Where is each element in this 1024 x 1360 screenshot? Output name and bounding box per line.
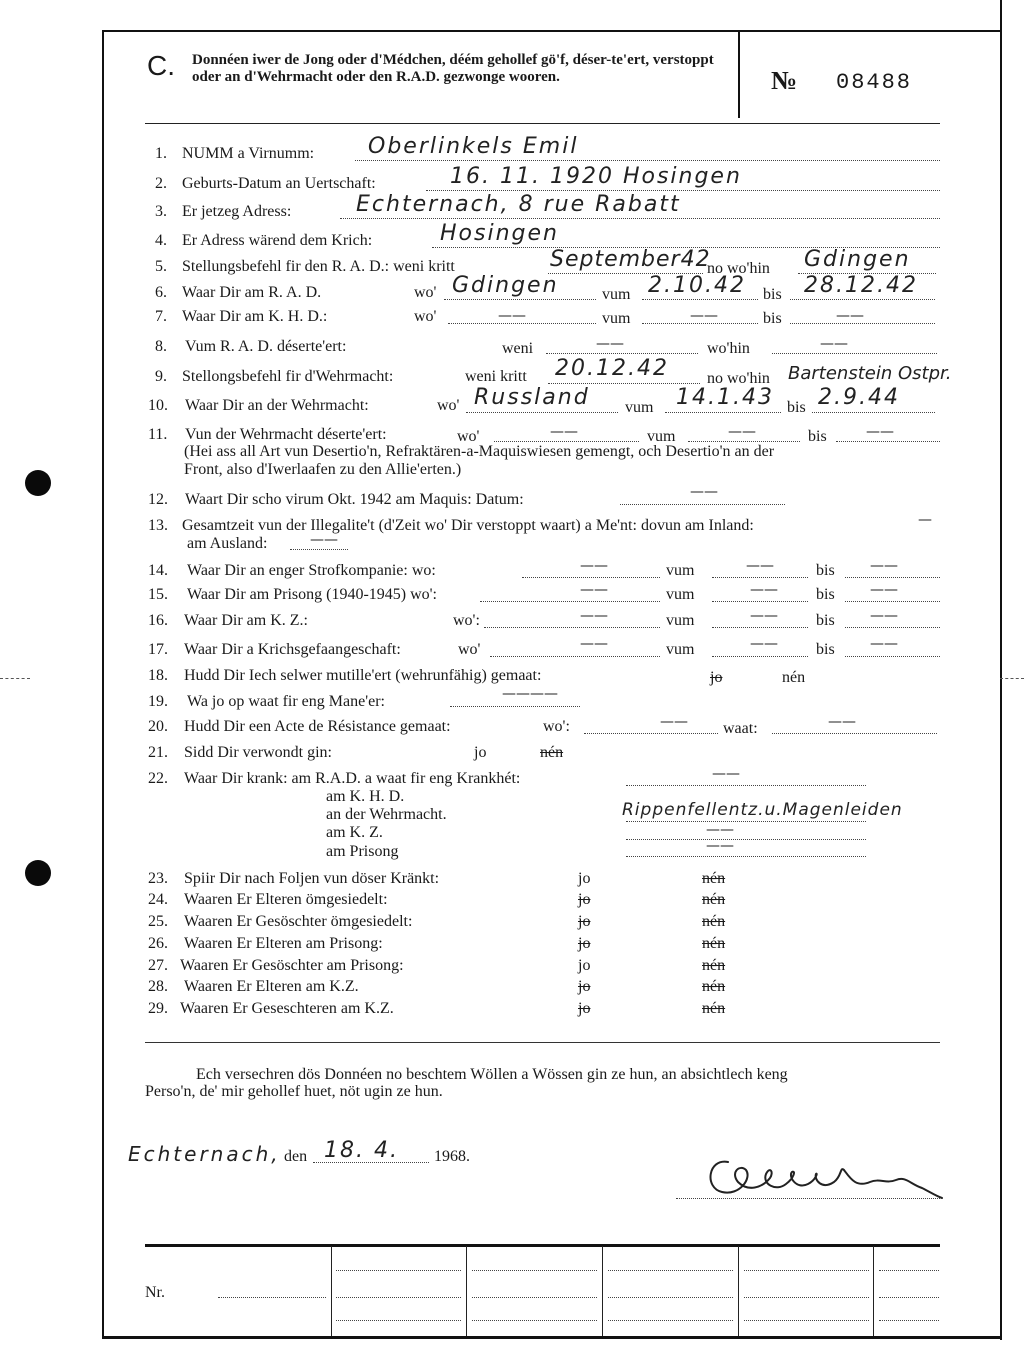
row-10-to-value: 2.9.44 — [818, 385, 900, 410]
row-23-number: 23. — [148, 870, 168, 887]
row-15-where-line — [480, 601, 660, 602]
row-17-from-dash: —— — [750, 636, 778, 652]
footer-nr-line — [218, 1297, 326, 1298]
punch-hole-upper — [25, 470, 51, 496]
punch-hole-lower — [25, 860, 51, 886]
row-7-where-label: wo' — [414, 308, 437, 325]
row-16-from-label: vum — [666, 612, 695, 629]
row-13-label: Gesamtzeit vun der Illegalite't (d'Zeit wo' Dir verstoppt waart) a Me'nt: dovun am Inland: — [182, 517, 754, 534]
footer-cell-6-line-2 — [879, 1297, 939, 1298]
row-29-no-option: nén — [702, 1000, 726, 1017]
row-16-where-line — [484, 627, 660, 628]
row-15-from-dash: —— — [750, 582, 778, 598]
row-27-no-option: nén — [702, 957, 726, 974]
declaration-line-2: Perso'n, de' mir gehollef huet, nöt ugin ze hun. — [145, 1083, 443, 1100]
row-11-from-line — [688, 441, 800, 442]
row-24-no-option: nén — [702, 891, 726, 908]
row-4-value: Hosingen — [440, 221, 559, 246]
row-14-from-dash: —— — [746, 558, 774, 574]
row-22-label: Waar Dir krank: am R.A.D. a waat fir eng Krankhét: — [184, 770, 521, 787]
row-8-destination-line — [772, 353, 937, 354]
row-11-where-label: wo' — [457, 428, 480, 445]
row-11-label: Vun der Wehrmacht déserte'ert: — [185, 426, 387, 443]
row-22-prisong-label: am Prisong — [326, 843, 399, 860]
footer-col-divider-2 — [466, 1246, 467, 1336]
footer-cell-5-line-3 — [744, 1320, 869, 1321]
row-5-number: 5. — [155, 258, 167, 275]
row-5-destination-value: Gdingen — [804, 247, 911, 272]
row-8-destination-label: wo'hin — [707, 340, 750, 357]
row-10-where-value: Russland — [474, 385, 590, 410]
row-17-from-label: vum — [666, 641, 695, 658]
row-7-from-label: vum — [602, 310, 631, 327]
row-23-yes-option: jo — [578, 870, 591, 887]
row-28-yes-option: jo — [578, 978, 591, 995]
row-20-label: Hudd Dir een Acte de Résistance gemaat: — [184, 718, 451, 735]
row-22-kz-dash: —— — [706, 822, 734, 838]
footer-cell-2-line-2 — [336, 1297, 461, 1298]
row-20-where-line — [584, 733, 718, 734]
row-4-number: 4. — [155, 232, 167, 249]
row-27-yes-option: jo — [578, 957, 591, 974]
row-15-from-label: vum — [666, 586, 695, 603]
row-24-yes-option: jo — [578, 891, 591, 908]
signature-year: 1968. — [434, 1148, 470, 1165]
row-13-inland-dash: — — [918, 512, 932, 528]
footer-table-top-rule — [145, 1244, 940, 1247]
row-17-where-dash: —— — [580, 636, 608, 652]
row-17-number: 17. — [148, 641, 168, 658]
row-7-to-dash: —— — [836, 308, 864, 324]
row-21-number: 21. — [148, 744, 168, 761]
signature-den-label: den — [284, 1148, 308, 1165]
row-8-when-line — [546, 353, 698, 354]
declaration-line-1: Ech versechren dös Donnéen no beschtem Wöllen a Wössen gin ze hun, an absichtlech keng — [196, 1066, 788, 1083]
signature-date-value: 18. 4. — [324, 1138, 399, 1163]
row-22-prisong-dash: —— — [706, 838, 734, 854]
row-22-kz-label: am K. Z. — [326, 824, 383, 841]
frame-top-border — [102, 30, 1000, 32]
row-6-from-value: 2.10.42 — [648, 273, 746, 298]
row-9-when-value: 20.12.42 — [555, 356, 669, 381]
footer-col-divider-3 — [602, 1246, 603, 1336]
row-16-to-label: bis — [816, 612, 835, 629]
row-20-number: 20. — [148, 718, 168, 735]
row-10-where-label: wo' — [437, 397, 460, 414]
row-17-where-label: wo' — [458, 641, 481, 658]
row-12-fill-line — [620, 504, 785, 505]
row-8-label: Vum R. A. D. déserte'ert: — [185, 338, 347, 355]
form-number: 08488 — [836, 70, 913, 95]
row-7-where-dash: —— — [498, 308, 526, 324]
row-24-label: Waaren Er Elteren ömgesiedelt: — [184, 891, 388, 908]
row-11-note-line-2: Front, also d'Iwerlaafen zu den Allie'erten.) — [184, 461, 462, 478]
footer-col-divider-1 — [331, 1246, 332, 1336]
row-14-from-label: vum — [666, 562, 695, 579]
row-17-where-line — [490, 656, 660, 657]
row-14-label: Waar Dir an enger Strofkompanie: wo: — [187, 562, 436, 579]
row-10-number: 10. — [148, 397, 168, 414]
row-22-wehrmacht-line — [626, 821, 866, 822]
row-23-no-option: nén — [702, 870, 726, 887]
row-22-kz-line — [626, 839, 866, 840]
row-22-number: 22. — [148, 770, 168, 787]
row-11-note-line-1: (Hei ass all Art vun Desertio'n, Refraktären-a-Maquiswiesen gemengt, och Desertio'n an der — [184, 443, 775, 460]
row-6-to-line — [790, 299, 935, 300]
row-12-label: Waart Dir scho virum Okt. 1942 am Maquis: Datum: — [185, 491, 524, 508]
row-15-from-line — [712, 601, 808, 602]
row-6-from-label: vum — [602, 286, 631, 303]
row-16-to-dash: —— — [870, 608, 898, 624]
row-25-no-option: nén — [702, 913, 726, 930]
row-14-to-label: bis — [816, 562, 835, 579]
row-9-destination-label: no wo'hin — [707, 370, 770, 387]
row-22-rad-dash: —— — [712, 766, 740, 782]
row-9-label: Stellongsbefehl fir d'Wehrmacht: — [182, 368, 394, 385]
row-16-to-line — [845, 627, 940, 628]
row-10-label: Waar Dir an der Wehrmacht: — [185, 397, 369, 414]
row-14-number: 14. — [148, 562, 168, 579]
row-13-number: 13. — [148, 517, 168, 534]
frame-bottom-border — [102, 1336, 1000, 1339]
row-27-number: 27. — [148, 957, 168, 974]
row-15-to-label: bis — [816, 586, 835, 603]
footer-cell-3-line-1 — [472, 1270, 597, 1271]
row-10-from-line — [665, 412, 781, 413]
row-10-from-value: 14.1.43 — [676, 385, 774, 410]
row-7-label: Waar Dir am K. H. D.: — [182, 308, 328, 325]
row-2-fill-line — [426, 190, 940, 191]
signature-place: Echternach, — [128, 1142, 281, 1166]
row-14-to-line — [845, 577, 940, 578]
row-6-to-value: 28.12.42 — [804, 273, 918, 298]
row-22-prisong-line — [626, 856, 866, 857]
footer-cell-5-line-2 — [744, 1297, 869, 1298]
header-underline — [145, 123, 940, 124]
row-26-no-option: nén — [702, 935, 726, 952]
footer-cell-3-line-3 — [472, 1320, 597, 1321]
row-29-yes-option: jo — [578, 1000, 591, 1017]
row-3-value: Echternach, 8 rue Rabatt — [356, 192, 681, 217]
row-14-where-dash: —— — [580, 558, 608, 574]
row-14-where-line — [522, 577, 660, 578]
row-20-what-label: waat: — [723, 720, 758, 737]
row-12-number: 12. — [148, 491, 168, 508]
row-9-when-label: weni kritt — [465, 368, 527, 385]
row-22-wehrmacht-label: an der Wehrmacht. — [326, 806, 447, 823]
row-15-to-dash: —— — [870, 582, 898, 598]
handwritten-signature — [700, 1148, 950, 1204]
footer-cell-6-line-1 — [879, 1270, 939, 1271]
row-20-where-label: wo': — [543, 718, 570, 735]
row-26-number: 26. — [148, 935, 168, 952]
row-6-number: 6. — [155, 284, 167, 301]
row-19-fill-line — [450, 706, 580, 707]
footer-cell-3-line-2 — [472, 1297, 597, 1298]
row-4-label: Er Adress wärend dem Krich: — [182, 232, 373, 249]
row-10-where-line — [466, 412, 618, 413]
row-10-to-line — [812, 412, 935, 413]
fold-mark-right — [1000, 678, 1024, 679]
frame-left-border — [102, 30, 104, 1336]
footer-nr-label: Nr. — [145, 1284, 165, 1301]
row-3-number: 3. — [155, 203, 167, 220]
row-5-date-value: September42 — [550, 247, 711, 272]
row-6-to-label: bis — [763, 286, 782, 303]
row-17-from-line — [712, 656, 808, 657]
row-2-number: 2. — [155, 175, 167, 192]
row-7-number: 7. — [155, 308, 167, 325]
row-15-where-dash: —— — [580, 582, 608, 598]
footer-cell-2-line-1 — [336, 1270, 461, 1271]
row-8-destination-dash: —— — [820, 336, 848, 352]
row-24-number: 24. — [148, 891, 168, 908]
row-18-number: 18. — [148, 667, 168, 684]
row-14-from-line — [712, 577, 808, 578]
row-6-where-value: Gdingen — [452, 273, 559, 298]
row-13-abroad-dash: —— — [310, 532, 338, 548]
row-7-to-label: bis — [763, 310, 782, 327]
row-11-to-line — [836, 441, 940, 442]
row-17-label: Waar Dir a Krichsgefaangeschaft: — [184, 641, 401, 658]
footer-cell-5-line-1 — [744, 1270, 869, 1271]
row-1-fill-line — [355, 160, 940, 161]
header-separator — [738, 32, 740, 118]
row-17-to-line — [845, 656, 940, 657]
footer-col-divider-5 — [873, 1246, 874, 1336]
frame-right-border — [1000, 0, 1002, 1340]
row-15-to-line — [845, 601, 940, 602]
row-17-to-label: bis — [816, 641, 835, 658]
row-28-label: Waaren Er Elteren am K.Z. — [184, 978, 359, 995]
row-23-label: Spiir Dir nach Foljen vun döser Kränkt: — [184, 870, 440, 887]
row-5-destination-label: no wo'hin — [707, 260, 770, 277]
row-11-to-label: bis — [808, 428, 827, 445]
row-21-label: Sidd Dir verwondt gin: — [184, 744, 332, 761]
row-9-when-line — [548, 383, 700, 384]
footer-cell-4-line-1 — [608, 1270, 733, 1271]
row-22-wehrmacht-value: Rippenfellentz.u.Magenleiden — [622, 800, 903, 820]
row-18-no-option: nén — [782, 669, 806, 686]
row-10-to-label: bis — [787, 399, 806, 416]
row-14-to-dash: —— — [870, 558, 898, 574]
row-8-when-dash: —— — [596, 336, 624, 352]
row-26-yes-option: jo — [578, 935, 591, 952]
row-16-number: 16. — [148, 612, 168, 629]
fold-mark-left — [0, 678, 30, 679]
row-28-no-option: nén — [702, 978, 726, 995]
row-2-label: Geburts-Datum an Uertschaft: — [182, 175, 376, 192]
number-symbol: № — [771, 66, 798, 95]
form-section-letter: C. — [147, 50, 175, 81]
row-11-to-dash: —— — [866, 424, 894, 440]
row-7-from-dash: —— — [690, 308, 718, 324]
row-19-number: 19. — [148, 693, 168, 710]
row-1-value: Oberlinkels Emil — [368, 134, 579, 159]
row-26-label: Waaren Er Elteren am Prisong: — [184, 935, 383, 952]
section-divider — [145, 1042, 940, 1043]
row-6-where-label: wo' — [414, 284, 437, 301]
row-11-where-line — [494, 441, 639, 442]
row-2-value: 16. 11. 1920 Hosingen — [450, 164, 742, 189]
row-11-number: 11. — [148, 426, 168, 443]
row-29-label: Waaren Er Geseschteren am K.Z. — [180, 1000, 394, 1017]
row-20-what-line — [772, 733, 937, 734]
footer-cell-4-line-3 — [608, 1320, 733, 1321]
row-21-yes-option: jo — [474, 744, 487, 761]
row-12-dash: —— — [690, 484, 718, 500]
row-18-yes-option: jo — [710, 669, 723, 686]
row-8-when-label: weni — [502, 340, 534, 357]
row-29-number: 29. — [148, 1000, 168, 1017]
footer-cell-2-line-3 — [336, 1320, 461, 1321]
row-10-from-label: vum — [625, 399, 654, 416]
row-27-label: Waaren Er Gesöschter am Prisong: — [180, 957, 404, 974]
footer-cell-4-line-2 — [608, 1297, 733, 1298]
row-25-label: Waaren Er Gesöschter ömgesiedelt: — [184, 913, 413, 930]
row-15-label: Waar Dir am Prisong (1940-1945) wo': — [187, 586, 437, 603]
row-22-khd-label: am K. H. D. — [326, 788, 405, 805]
row-16-where-dash: —— — [580, 608, 608, 624]
row-16-from-line — [712, 627, 808, 628]
row-6-from-line — [642, 299, 758, 300]
row-16-label: Waar Dir am K. Z.: — [184, 612, 308, 629]
row-6-label: Waar Dir am R. A. D. — [182, 284, 322, 301]
row-3-fill-line — [340, 218, 940, 219]
row-13-abroad-line — [290, 549, 348, 550]
row-19-label: Wa jo op waat fir eng Mane'er: — [187, 693, 385, 710]
row-20-what-dash: —— — [828, 714, 856, 730]
row-1-number: 1. — [155, 145, 167, 162]
row-9-destination-value: Bartenstein Ostpr. — [788, 363, 952, 384]
row-25-number: 25. — [148, 913, 168, 930]
row-28-number: 28. — [148, 978, 168, 995]
row-17-to-dash: —— — [870, 636, 898, 652]
row-19-dash: ———— — [502, 686, 558, 702]
row-11-from-dash: —— — [728, 424, 756, 440]
row-22-rad-line — [626, 785, 866, 786]
footer-col-divider-4 — [738, 1246, 739, 1336]
row-11-from-label: vum — [647, 428, 676, 445]
row-9-number: 9. — [155, 368, 167, 385]
row-5-label: Stellungsbefehl fir den R. A. D.: weni kritt — [182, 258, 455, 275]
row-13-abroad-label: am Ausland: — [187, 535, 268, 552]
row-11-where-dash: —— — [550, 424, 578, 440]
row-25-yes-option: jo — [578, 913, 591, 930]
row-1-label: NUMM a Virnumm: — [182, 145, 315, 162]
row-3-label: Er jetzeg Adress: — [182, 203, 292, 220]
footer-cell-6-line-3 — [879, 1320, 939, 1321]
row-21-no-option: nén — [540, 744, 564, 761]
row-6-where-line — [444, 299, 596, 300]
row-15-number: 15. — [148, 586, 168, 603]
row-16-where-label: wo': — [453, 612, 480, 629]
row-8-number: 8. — [155, 338, 167, 355]
row-20-where-dash: —— — [660, 714, 688, 730]
form-title: Donnéen iwer de Jong oder d'Médchen, déém gehollef gö'f, déser-te'ert, verstoppt oder an d'Wehrmacht oder den R.A.D. gezwonge wooren. — [192, 52, 714, 85]
row-18-label: Hudd Dir Iech selwer mutille'ert (wehrunfähig) gemaat: — [184, 667, 542, 684]
row-16-from-dash: —— — [750, 608, 778, 624]
